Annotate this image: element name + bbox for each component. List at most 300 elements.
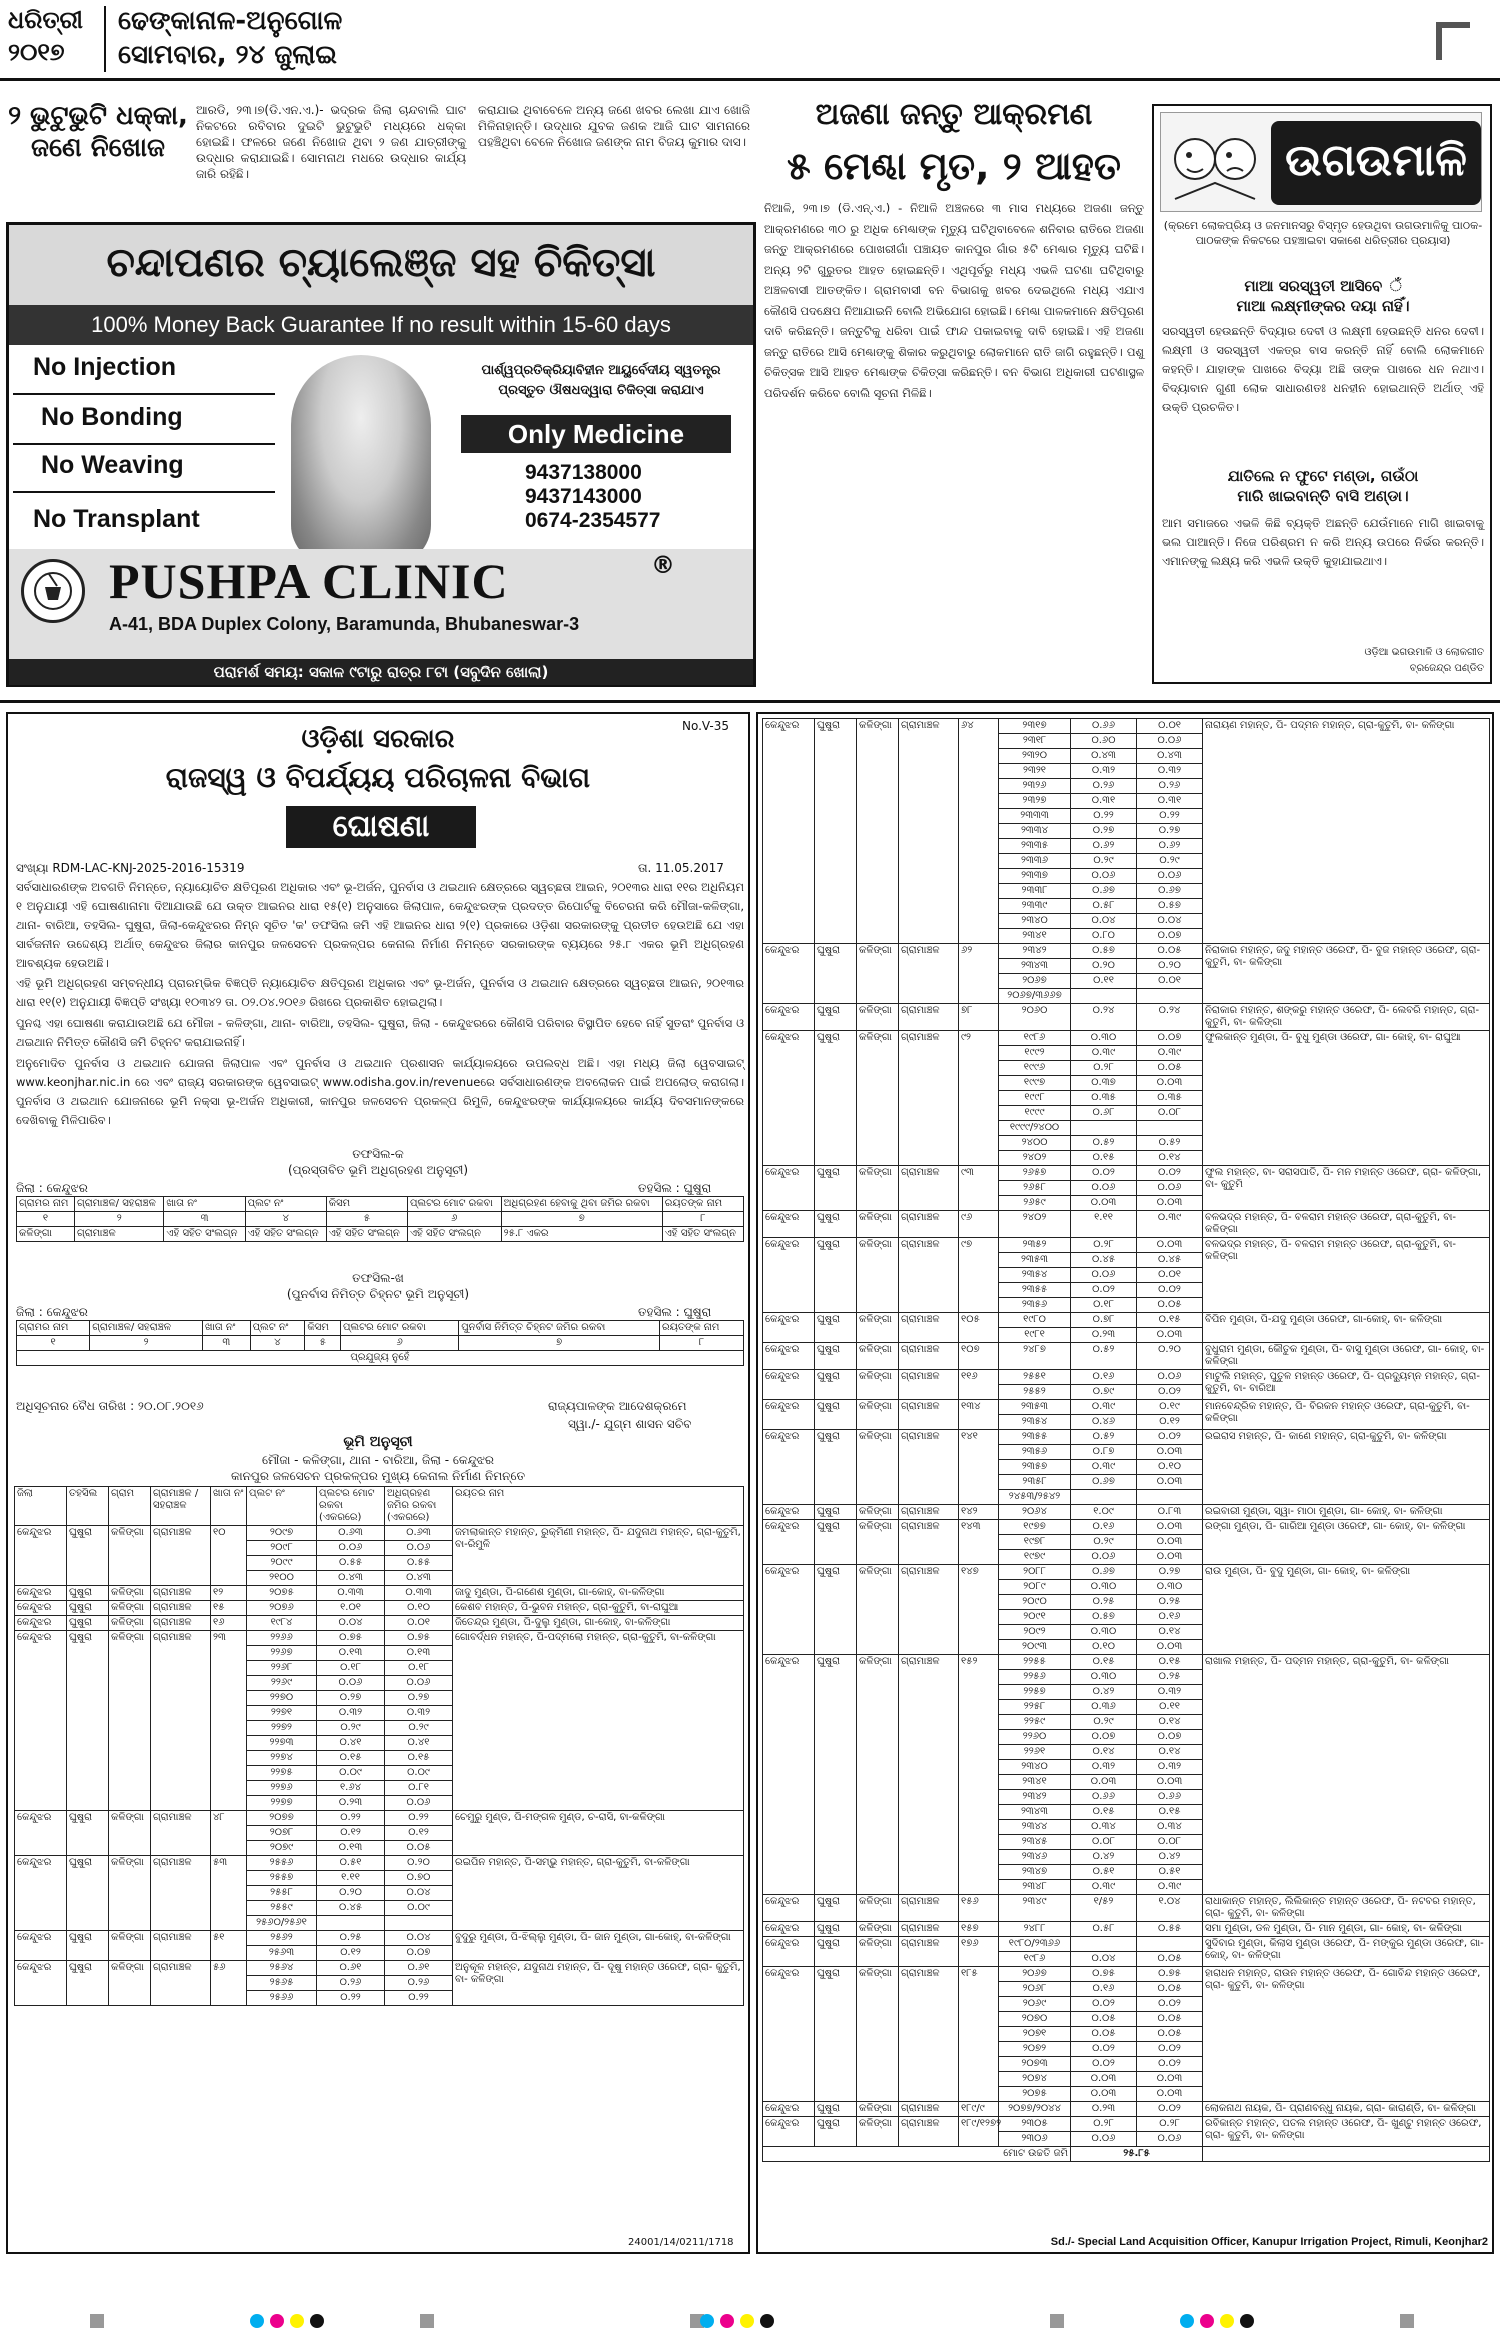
area-cell: ୦.୭୮ (1071, 1313, 1137, 1328)
area-cell: ୦.୧୯ (1137, 1400, 1203, 1415)
area-cell: ୦.୦୯ (385, 1766, 453, 1781)
sched-b-num: ୬ (340, 1336, 458, 1351)
sched-a-cell: କଳିଙ୍ଗା (17, 1227, 75, 1242)
fixed-cell: ଘୁଷୁରା (815, 719, 857, 944)
table-row (763, 1004, 1490, 1031)
area-cell: ୦.୧୨ (1137, 1415, 1203, 1430)
owner-cell: ରବିକାନ୍ତ ମହାନ୍ତ, ପତଲ ମହାନ୍ତ ଓରେଫ, ପି- ଖୁଣ୍ଟୁ ମହାନ୍ତ ଓରେଫ, ଗ୍ରା- କୁତୁମି, ବା- କଳିଙ୍ଗା (1203, 2117, 1490, 2147)
area-cell: ୦.୪୧ (385, 1736, 453, 1751)
area-cell: ୦.୬୩ (385, 1526, 453, 1541)
area-cell: ୦.୦୩ (1071, 1775, 1137, 1790)
fixed-cell: କେନ୍ଦୁଝର (763, 1430, 815, 1505)
fixed-cell: ଗ୍ରାମାଞ୍ଚଳ (899, 1031, 959, 1166)
sched-b-num: ୫ (305, 1336, 341, 1351)
area-cell: ୦.୧୩ (385, 1646, 453, 1661)
fixed-cell: କଳିଙ୍ଗା (857, 944, 899, 1004)
khata-cell: ୧୫୨ (959, 1655, 999, 1895)
area-cell: ୧.୦୧ (317, 1601, 385, 1616)
plot-cell: ୨୫୬୫ (247, 1976, 317, 1991)
tahasil-label-b: ତହସିଲ : ଘୁଷୁରା (638, 1305, 712, 1319)
area-cell: ୦.୦୮ (1137, 1106, 1203, 1121)
cartoon-para2: ଆମ ସମାଜରେ ଏଭଳି କିଛି ବ୍ୟକ୍ତି ଅଛନ୍ତି ଯେଉଁମାନେ ମାଗି ଖାଇବାକୁ ଭଲ ପାଆନ୍ତି। ନିଜେ ପରିଶ୍ରମ ନ କରି ଅନ୍ୟ ଉପରେ ନିର୍ଭର କରନ୍ତି। ଏମାନଙ୍କୁ ଲକ୍ଷ୍ୟ କରି ଏଭଳି ଉକ୍ତି କୁହାଯାଇଥାଏ। (1162, 516, 1484, 568)
area-cell: ୦.୧୫ (385, 1751, 453, 1766)
area-cell: ୦.୪୨ (1071, 1685, 1137, 1700)
plot-cell: ୧୯୮୪ (247, 1616, 317, 1631)
fixed-cell: କଳିଙ୍ଗା (109, 1856, 151, 1931)
sched-a-cell: ଗ୍ରାମାଞ୍ଚଳ (75, 1227, 164, 1242)
plot-cell: ୨୫୫୯ (247, 1901, 317, 1916)
land-header: ପ୍ଲଟ ନଂ (247, 1487, 317, 1526)
area-cell: ୦.୨୦ (1137, 959, 1203, 974)
area-cell: ୦.୦୨ (1137, 1385, 1203, 1400)
fixed-cell: କେନ୍ଦୁଝର (15, 1616, 67, 1631)
sched-b-sub: (ପୁନର୍ବାସ ନିମିତ୍ତ ଚିହ୍ନଟ ଭୂମି ଅନୁସୂଚୀ) (286, 1287, 470, 1301)
sched-a-header: ଖାତା ନଂ (164, 1197, 245, 1212)
owner-cell: ଅନୁକୂଳ ମହାନ୍ତ, ଯଦୁନାଥ ମହାନ୍ତ, ପି- ଦୂଷୁ ମହାନ୍ତ ଓରେଫ, ଗ୍ରା- କୁତୁମି, ବା- କଳିଙ୍ଗା (453, 1961, 744, 2006)
plot-cell: ୨୩୨୦ (999, 749, 1071, 764)
area-cell: ୦.୦୨ (1137, 1166, 1203, 1181)
fixed-cell: ଘୁଷୁରା (815, 1370, 857, 1400)
area-cell: ୦.୬୧ (385, 1961, 453, 1976)
fixed-cell: କେନ୍ଦୁଝର (15, 1601, 67, 1616)
area-cell: ୦.୩୦ (1137, 1580, 1203, 1595)
area-cell: ୦.୦୭ (1137, 929, 1203, 944)
owner-cell: ରଇପିନ ମହାନ୍ତ, ପି-ସମ୍ଭୁ ମହାନ୍ତ, ଗ୍ରା-କୁତୁମି, ବା-କଳିଙ୍ଗା (453, 1856, 744, 1931)
sched-a-cell: ଏହି ସହିତ ସଂଲଗ୍ନ (245, 1227, 326, 1242)
sched-b-header: ପୁନର୍ବାସ ନିମିତ୍ତ ଚିହ୍ନଟ ଜମିର ରକବା (459, 1321, 660, 1336)
sched-a-num: ୧ (17, 1212, 75, 1227)
area-cell: ୦.୨୩ (1071, 1328, 1137, 1343)
fixed-cell: କଳିଙ୍ଗା (857, 1967, 899, 2102)
table-row (763, 1343, 1490, 1370)
ad-side-text: ପାର୍ଶ୍ୱପ୍ରତିକ୍ରିୟାବିହୀନ ଆୟୁର୍ବେଦୀୟ ସ୍ୱତନ୍ତ୍ର ପ୍ରସ୍ତୁତ ଔଷଧଦ୍ୱାରା ଚିକିତ୍ସା କରାଯାଏ (481, 363, 721, 398)
fixed-cell: କଳିଙ୍ଗା (857, 2102, 899, 2117)
fixed-cell: କଳିଙ୍ଗା (857, 1313, 899, 1343)
area-cell: ୦.୫୭ (1071, 944, 1137, 959)
fixed-cell: ଗ୍ରାମାଞ୍ଚଳ (151, 1631, 211, 1811)
area-cell: ୦.୧୫ (317, 1751, 385, 1766)
khata-cell: ୯୩ (959, 1166, 999, 1211)
plot-cell: ୧୯୮୧ (999, 1328, 1071, 1343)
area-cell: ୦.୦୯ (317, 1766, 385, 1781)
plot-cell: ୨୩୫୬ (999, 1445, 1071, 1460)
area-cell: ୦.୬୬ (1071, 719, 1137, 734)
area-cell: ୦.୧୬ (1071, 1982, 1137, 1997)
fixed-cell: କେନ୍ଦୁଝର (763, 1400, 815, 1430)
area-cell: ୦.୨୮ (1137, 2117, 1203, 2132)
plot-cell: ୨୦୯୭ (247, 1526, 317, 1541)
fixed-cell: ଘୁଷୁରା (815, 1565, 857, 1655)
fixed-cell: କଳିଙ୍ଗା (109, 1601, 151, 1616)
fixed-cell: କଳିଙ୍ଗା (857, 1166, 899, 1211)
fixed-cell: କଳିଙ୍ଗା (857, 1655, 899, 1895)
plot-cell: ୨୦୭୨ (999, 2042, 1071, 2057)
fixed-cell: ଘୁଷୁରା (815, 1655, 857, 1895)
sched-b-title: ତଫସିଲ-ଖ (352, 1271, 404, 1285)
owner-cell: ରାଉ ମୁଣ୍ଡା, ପି- ବୁଦୁ ମୁଣ୍ଡା, ଗା- କୋହ୍, ବା- କଳିଙ୍ଗା (1203, 1565, 1490, 1655)
news-mid-headline: ୫ ମେଣ୍ଢା ମୃତ, ୨ ଆହତ (787, 144, 1121, 188)
area-cell: ୦.୩୨ (1071, 764, 1137, 779)
plot-cell: ୨୪୫୩/୨୫୪୨ (999, 1490, 1071, 1505)
fixed-cell: ଘୁଷୁରା (815, 1400, 857, 1430)
area-cell: ୦.୦୨ (1137, 1430, 1203, 1445)
area-cell: ୦.୧୩ (317, 1841, 385, 1856)
area-cell: ୦.୧୪ (1137, 1715, 1203, 1730)
area-cell (1137, 1121, 1203, 1136)
plot-cell: ୨୩୪୮ (999, 1880, 1071, 1895)
notice-para1: ସର୍ବସାଧାରଣଙ୍କ ଅବଗତି ନିମନ୍ତେ, ନ୍ୟାୟୋଚିତ କ୍ଷତିପୂରଣ ଅଧିକାର ଏବଂ ଭୂ-ଅର୍ଜନ, ପୁନର୍ବାସ ଓ ଥଇଥାନ କ୍ଷେତ୍ରରେ ସ୍ୱଚ୍ଛତା ଆଇନ, ୨୦୧୩ର ଧାରା ୧୧ର ଅଧିନିୟମ ୧ ଅନୁଯାୟୀ ଏହି ଘୋଷଣାନାମା ଦିଆଯାଉଛି ଯେ ଉକ୍ତ ଆଇନର ଧାରା ୧୫(୧) ଅନୁସାରେ ଜିଲାପାଳ, କେନ୍ଦୁଝରଙ୍କ ପ୍ରଦତ୍ତ ରିପୋର୍ଟକୁ ବିଚେରନା କରି ମୌଜା-କଳିଙ୍ଗା, ଥାନା- ବାରିଆ, ତହସିଲ- ଘୁଷୁରା, ଜିଲା-କେନ୍ଦୁଝରର ନିମ୍ନ ସୂଚିତ 'କ' ତଫସିଲ ଜମି ଏହି ଆଇନର ଧାରା ୨(୧) ପ୍ରକାରେ ଓଡ଼ିଶା ସରକାରଙ୍କୁ ପ୍ରତୀତ ହେଉଅଛି ଯେ ଏହା ସାର୍ବଜନୀନ ଉଦ୍ଦେଶ୍ୟ ଅର୍ଥାତ୍ କେନ୍ଦୁଝର ଜିଲାର କାନପୁର ଜଳସେଚନ ପ୍ରକଳ୍ପର କେନାଲ ନିର୍ମାଣ ନିମନ୍ତେ ସରକାରଙ୍କ ବ୍ୟୟରେ ୨୫.୮ ଏକର ଭୂମି ଅଧିଗ୍ରହଣ ଆବଶ୍ୟକ ହେଉଅଛି। (16, 880, 744, 970)
plot-cell: ୨୬୫୮ (999, 1181, 1071, 1196)
area-cell: ୦.୦୩ (1137, 1445, 1203, 1460)
area-cell: ୦.୩୦ (1071, 1031, 1137, 1046)
sched-b-na: ପ୍ରଯୁଜ୍ୟ ନୁହେଁ (17, 1351, 744, 1366)
area-cell: ୦.୦୬ (385, 1541, 453, 1556)
ad-only-medicine: Only Medicine (507, 419, 685, 449)
owner-cell: ରଇବାରୀ ମୁଣ୍ଡା, ସ୍ୱା- ମାଠା ମୁଣ୍ଡା, ଗା- କୋହ୍, ବା- କଳିଙ୍ଗା (1203, 1505, 1490, 1520)
plot-cell: ୨୦୯୩ (999, 1640, 1071, 1655)
owner-cell: ଜାଦୁ ମୁଣ୍ଡା, ପି-ଗଣେଶ ମୁଣ୍ଡା, ଗା-କୋହ୍, ବା-କଳିଙ୍ଗା (453, 1586, 744, 1601)
khata-cell: ୧୫୭ (959, 1922, 999, 1937)
area-cell: ୦.୪୧ (317, 1736, 385, 1751)
cartoon-para1: ସରସ୍ୱତୀ ହେଉଛନ୍ତି ବିଦ୍ୟାର ଦେବୀ ଓ ଲକ୍ଷ୍ମୀ ହେଉଛନ୍ତି ଧନର ଦେବୀ। ଲକ୍ଷ୍ମୀ ଓ ସରସ୍ୱତୀ ଏକତ୍ର ବାସ କରନ୍ତି ନାହିଁ ବୋଲି ଲୋକମାନେ କହନ୍ତି। ଯାହାଙ୍କ ପାଖରେ ବିଦ୍ୟା ଅଛି ତାଙ୍କ ପାଖରେ ଧନ ନଥାଏ। ବିଦ୍ୟାବାନ ଗୁଣୀ ଲୋକ ସାଧାରଣତଃ ଧନହୀନ ହୋଇଥାନ୍ତି ଅର୍ଥାତ୍ ଏହି ଉକ୍ତି ପ୍ରଚଳିତ। (1162, 324, 1484, 414)
area-cell: ୦.୭୫ (385, 1631, 453, 1646)
owner-cell: ଜମଲାକାନ୍ତ ମହାନ୍ତ, ରୁକ୍ମିଣୀ ମହାନ୍ତ, ପି- ଯଦୁନାଥ ମହାନ୍ତ, ଗ୍ରା-କୁତୁମି, ବା-ରିମୁଳି (453, 1526, 744, 1586)
ad-phone-3[interactable]: 0674-2354577 (525, 509, 661, 532)
land-header: ଖାତା ନଂ (211, 1487, 247, 1526)
area-cell: ୦.୦୩ (1137, 2087, 1203, 2102)
fixed-cell: କେନ୍ଦୁଝର (763, 2117, 815, 2147)
area-cell: ୦.୧୫ (1071, 1655, 1137, 1670)
ad-item-1: No Injection (33, 353, 177, 381)
plot-cell: ୨୩୨୧ (999, 764, 1071, 779)
area-cell: ୦.୩୦ (1071, 1625, 1137, 1640)
fixed-cell: କଳିଙ୍ଗା (857, 1343, 899, 1370)
area-cell: ୦.୨୨ (1071, 809, 1137, 824)
sched-a-num: ୮ (662, 1212, 743, 1227)
plot-cell: ୨୩୩୮ (999, 884, 1071, 899)
fixed-cell: ଗ୍ରାମାଞ୍ଚଳ (899, 1343, 959, 1370)
fixed-cell: ଘୁଷୁରା (815, 1031, 857, 1166)
table-row (763, 1505, 1490, 1520)
owner-cell: ହାରାଧନ ମହାନ୍ତ, ରାଉନ ମହାନ୍ତ ଓରେଫ, ପି- ଗୋବିନ୍ଦ ମହାନ୍ତ ଓରେଫ, ଗ୍ରା- କୁତୁମି, ବା- କଳିଙ୍ଗା (1203, 1967, 1490, 2102)
khata-cell: ୧୨ (211, 1586, 247, 1601)
fixed-cell: ଘୁଷୁରା (815, 1211, 857, 1238)
fixed-cell: କେନ୍ଦୁଝର (763, 2102, 815, 2117)
notice-code: 24001/14/0211/1718 (628, 2237, 734, 2248)
area-cell: ୦.୦୬ (385, 1796, 453, 1811)
sched-a-header: ପ୍ଲଟର ମୋଟ ରକବା (407, 1197, 501, 1212)
khata-cell: ୧୦ (211, 1526, 247, 1586)
area-cell: ୦.୨୪ (1137, 1004, 1203, 1031)
sched-b-num: ୨ (90, 1336, 203, 1351)
area-cell: ୦.୫୫ (385, 1556, 453, 1571)
table-row (15, 1811, 744, 1826)
area-cell: ୦.୮୧ (385, 1781, 453, 1796)
total-label: ମୋଟ ଉଚ୍ଚତି ଜମି (763, 2147, 1071, 2162)
area-cell: ୦.୦୩ (1137, 1535, 1203, 1550)
area-cell: ୦.୦୭ (1137, 1730, 1203, 1745)
plot-cell: ୨୨୫୭ (999, 1685, 1071, 1700)
area-cell: ୦.୦୩ (1071, 2087, 1137, 2102)
area-cell: ୦.୦୪ (1071, 914, 1137, 929)
ad-guarantee: 100% Money Back Guarantee If no result within 15-60 days (91, 312, 671, 337)
area-cell: ୦.୩୫ (1137, 1091, 1203, 1106)
plot-cell: ୨୨୬୧ (999, 1745, 1071, 1760)
khata-cell: ୫୧ (211, 1931, 247, 1961)
sched-b-header: ପ୍ଲଟର ମୋଟ ରକବା (340, 1321, 458, 1336)
area-cell: ୦.୫୭ (1071, 1610, 1137, 1625)
area-cell (1071, 989, 1137, 1004)
ad-item-4: No Transplant (33, 505, 200, 533)
notice-dept: ରାଜସ୍ୱ ଓ ବିପର୍ଯ୍ୟୟ ପରିଚାଳନା ବିଭାଗ (165, 761, 591, 794)
area-cell: ୦.୦୩ (1071, 1196, 1137, 1211)
area-cell: ୦.୧୮ (385, 1661, 453, 1676)
area-cell: ୦.୬୨ (1071, 839, 1137, 854)
fixed-cell: ଘୁଷୁରା (67, 1811, 109, 1856)
plot-cell: ୨୩୫୫ (999, 1430, 1071, 1445)
fixed-cell: କେନ୍ଦୁଝର (15, 1631, 67, 1811)
fixed-cell: କେନ୍ଦୁଝର (763, 1238, 815, 1313)
sched-b-header: ପ୍ଲଟ ନଂ (250, 1321, 305, 1336)
area-cell: ୦.୨୫ (1071, 1595, 1137, 1610)
fixed-cell: ଗ୍ରାମାଞ୍ଚଳ (899, 1211, 959, 1238)
area-cell: ୦.୩୨ (1137, 1760, 1203, 1775)
sched-b-header: ରୟତଙ୍କ ନାମ (660, 1321, 744, 1336)
area-cell: ୦.୩୧ (1071, 794, 1137, 809)
area-cell: ୦.୭୫ (317, 1631, 385, 1646)
table-row (15, 1601, 744, 1616)
fixed-cell: କଳିଙ୍ଗା (857, 1520, 899, 1565)
plot-cell: ୧୯୭୮ (999, 1535, 1071, 1550)
table-row (15, 1616, 744, 1631)
plot-cell: ୨୫୫୮ (247, 1886, 317, 1901)
area-cell: ୦.୦୬ (1137, 1370, 1203, 1385)
area-cell: ୦.୨୨ (1137, 809, 1203, 824)
ad-phone-2[interactable]: 9437143000 (525, 485, 642, 508)
land-sub2: କାନପୁର ଜଳସେଚନ ପ୍ରକଳ୍ପର ମୁଖ୍ୟ କେନାଲ ନିର୍ମାଣ ନିମନ୍ତେ (230, 1469, 526, 1483)
table-row (763, 2117, 1490, 2132)
area-cell: ୦.୨୩ (1071, 2102, 1137, 2117)
plot-cell: ୨୩୦୬ (999, 2132, 1071, 2147)
area-cell: ୦.୩୦ (1071, 1670, 1137, 1685)
fixed-cell: କେନ୍ଦୁଝର (763, 1313, 815, 1343)
owner-cell: ବୁଧୁରାମ ମୁଣ୍ଡା, କୌତୁକ ମୁଣ୍ଡା, ପି- ବାସୁ ମୁଣ୍ଡା ଓରେଫ, ଗା- କୋହ୍, ବା- କଳିଙ୍ଗା (1203, 1343, 1490, 1370)
fixed-cell: କେନ୍ଦୁଝର (763, 1343, 815, 1370)
owner-cell: ନିରାକାର ମହାନ୍ତ, ଶଙ୍କରୁ ମହାନ୍ତ ଓରେଫ, ପି- ଲେବରି ମହାନ୍ତ, ଗ୍ରା- କୁତୁମି, ବା- କଳିଙ୍ଗା (1203, 1004, 1490, 1031)
khata-cell: ୧୩୪ (959, 1400, 999, 1430)
cartoon-line4: ମାରି ଖାଇବାନ୍ତି ବାସି ଅଣ୍ଡା। (1237, 487, 1409, 505)
owner-cell: ବଳଭଦ୍ର ମହାନ୍ତ, ପି- ବଳରାମ ମହାନ୍ତ ଓରେଫ, ଗ୍ରା-କୁତୁମି, ବା-କଳିଙ୍ଗା (1203, 1238, 1490, 1313)
plot-cell: ୨୫୫୭ (247, 1871, 317, 1886)
news-left-body2: କରାଯାଇ ଥିବାବେଳେ ଅନ୍ୟ ଜଣେ ଖବର ଲେଖା ଯାଏ ଖୋଜି ମିଳିନାହାନ୍ତି। ଉଦ୍ଧାର ଯୁବକ ଜଣକ ଆଜି ଘାଟ ସାମନାରେ ପହଞ୍ଚିଥିବା ବେଳେ ନିଖୋଜ ଜଣଙ୍କ ନାମ ବିଜୟ କୁମାର ଦାସ। (478, 103, 750, 149)
area-cell: ୦.୨୫ (1137, 1595, 1203, 1610)
clinic-advertisement[interactable] (6, 222, 756, 687)
area-cell: ୦.୪୫ (1071, 1253, 1137, 1268)
plot-cell: ୨୩୫୩ (999, 1400, 1071, 1415)
area-cell: ୦.୦୨ (1137, 2042, 1203, 2057)
area-cell: ୦.୩୭ (1071, 1076, 1137, 1091)
area-cell: ୦.୦୬ (385, 1676, 453, 1691)
plot-cell: ୨୩୪୭ (999, 1865, 1071, 1880)
sched-b-num: ୭ (459, 1336, 660, 1351)
fixed-cell: ଘୁଷୁରା (67, 1586, 109, 1601)
plot-cell: ୨୦୭୮ (247, 1826, 317, 1841)
area-cell: ୦.୩୯ (1071, 1046, 1137, 1061)
land-header: ଗ୍ରାମାଞ୍ଚଳ / ସହରାଞ୍ଚଳ (151, 1487, 211, 1526)
area-cell: ୦.୨୩ (317, 1796, 385, 1811)
plot-cell: ୨୩୩୭ (999, 869, 1071, 884)
area-cell: ୦.୭୫ (1137, 1967, 1203, 1982)
area-cell: ୦.୪୩ (1137, 749, 1203, 764)
fixed-cell: କେନ୍ଦୁଝର (763, 1031, 815, 1166)
fixed-cell: ଘୁଷୁରା (815, 1166, 857, 1211)
area-cell: ୦.୫୧ (317, 1856, 385, 1871)
fixed-cell: କେନ୍ଦୁଝର (763, 1166, 815, 1211)
area-cell: ୦.୦୬ (1137, 2132, 1203, 2147)
clinic-name: PUSHPA CLINIC (109, 553, 509, 609)
area-cell: ୦.୫୨ (1071, 1343, 1137, 1370)
clinic-timing: ପରାମର୍ଶ ସମୟ: ସକାଳ ୯ଟାରୁ ରାତ୍ର ୮ଟା (ସବୁଦିନ ଖୋଲା) (213, 663, 549, 681)
plot-cell: ୨୨୫୫ (999, 1655, 1071, 1670)
area-cell: ୦.୦୩ (1137, 1475, 1203, 1490)
owner-cell: ରଇରାସ ମହାନ୍ତ, ପି- କାଣେ ମହାନ୍ତ, ଗ୍ରା-କୁତୁମି, ବା- କଳିଙ୍ଗା (1203, 1430, 1490, 1505)
area-cell: ୦.୦୭ (385, 1946, 453, 1961)
fixed-cell: କେନ୍ଦୁଝର (763, 719, 815, 944)
area-cell: ୦.୦୬ (1137, 1181, 1203, 1196)
khata-cell: ୯୨ (959, 1031, 999, 1166)
area-cell: ୦.୧୬ (1071, 1520, 1137, 1535)
sched-a-num: ୩ (164, 1212, 245, 1227)
cartoon-line2: ମାଆ ଲକ୍ଷ୍ମୀଙ୍କର ଦୟା ନାହିଁ। (1236, 297, 1410, 315)
sched-b-num: ୮ (660, 1336, 744, 1351)
plot-cell: ୧୯୮୦/୨୩୬୬ (999, 1937, 1071, 1952)
fixed-cell: ଘୁଷୁରା (67, 1856, 109, 1931)
area-cell (1137, 1490, 1203, 1505)
fixed-cell: ଘୁଷୁରା (815, 1520, 857, 1565)
plot-cell: ୨୨୭୦ (247, 1691, 317, 1706)
area-cell: ୦.୫୨ (1071, 1136, 1137, 1151)
plot-cell: ୨୩୪୬ (999, 1850, 1071, 1865)
area-cell: ୦.୦୫ (1137, 1952, 1203, 1967)
area-cell: ୦.୪୫ (1137, 1253, 1203, 1268)
plot-cell: ୨୦୭୧ (999, 2027, 1071, 2042)
area-cell: ୦.୦୭ (1137, 1031, 1203, 1046)
sched-a-cell: ଏହି ସହିତ ସଂଲଗ୍ନ (326, 1227, 407, 1242)
area-cell: ୦.୧୦ (385, 1601, 453, 1616)
area-cell: ୦.୧୪ (1137, 1151, 1203, 1166)
owner-cell: ବୁଦୁରୁ ମୁଣ୍ଡା, ପି-ଝିଲ୍ଲୁ ମୁଣ୍ଡା, ପି- ଜାନ ମୁଣ୍ଡା, ଗା-କୋହ୍, ବା-କଳିଙ୍ଗା (453, 1931, 744, 1961)
area-cell: ୦.୨୬ (385, 1976, 453, 1991)
sched-b-num: ୪ (250, 1336, 305, 1351)
fixed-cell: କେନ୍ଦୁଝର (763, 1937, 815, 1967)
plot-cell: ୨୦୬୯ (999, 1997, 1071, 2012)
khata-cell: ୬୨ (959, 944, 999, 1004)
khata-cell: ୧୦୫ (959, 1313, 999, 1343)
area-cell: ୧.୦୪ (1137, 1895, 1203, 1922)
fixed-cell: କଳିଙ୍ଗା (857, 1922, 899, 1937)
fixed-cell: ଗ୍ରାମାଞ୍ଚଳ (899, 1505, 959, 1520)
fixed-cell: କଳିଙ୍ଗା (857, 2117, 899, 2147)
fixed-cell: ଗ୍ରାମାଞ୍ଚଳ (151, 1616, 211, 1631)
fixed-cell: ଗ୍ରାମାଞ୍ଚଳ (899, 1967, 959, 2102)
table-row (763, 1400, 1490, 1415)
plot-cell: ୧୯୮୬ (999, 1031, 1071, 1046)
area-cell: ୦.୩୯ (1137, 1880, 1203, 1895)
fixed-cell: ଘୁଷୁରା (815, 1238, 857, 1313)
khata-cell: ୨୩ (211, 1631, 247, 1811)
fixed-cell: ଗ୍ରାମାଞ୍ଚଳ (151, 1811, 211, 1856)
area-cell: ୦.୦୨ (1071, 2042, 1137, 2057)
fixed-cell: ଗ୍ରାମାଞ୍ଚଳ (151, 1961, 211, 2006)
area-cell: ୦.୩୨ (317, 1706, 385, 1721)
sched-a-cell: ଏହି ସହିତ ସଂଲଗ୍ନ (164, 1227, 245, 1242)
fixed-cell: ଗ୍ରାମାଞ୍ଚଳ (899, 1565, 959, 1655)
schedule-b-table (16, 1320, 744, 1366)
area-cell: ୦.୦୫ (1137, 1982, 1203, 1997)
fixed-cell: ଘୁଷୁରା (815, 1937, 857, 1967)
notice-para4: ଅନୁମୋଦିତ ପୁନର୍ବାସ ଓ ଥଇଥାନ ଯୋଜନା ଜିଲାପାଳ ଏବଂ ପୁନର୍ବାସ ଓ ଥଇଥାନ ପ୍ରଶାସନ କାର୍ଯ୍ୟାଳୟରେ ଉପଲବ୍ଧ ଅଛି। ଏହା ମଧ୍ୟ ଜିଲା ୱେବସାଇଟ୍ www.keonjhar.nic.in ରେ ଏବଂ ରାଜ୍ୟ ସରକାରଙ୍କ ୱେବସାଇଟ୍ www.odisha.gov.in/revenueରେ ସର୍ବସାଧାରଣଙ୍କ ଅବଲୋକନ ପାଇଁ ଅପଲୋଡ୍ କରାଗଲା। ପୁନର୍ବାସ ଓ ଥଇଥାନ ଯୋଜନାରେ ଭୂମି ନକ୍ସା ଭୂ-ଅର୍ଜନ ଅଧିକାରୀ, କାନପୁର ଜଳସେଚନ ପ୍ରକଳ୍ପ ରିମୁଳି, କେନ୍ଦୁଝରଙ୍କ କାର୍ଯ୍ୟାଳୟରେ କାର୍ଯ୍ୟ ଦିବସମାନଙ୍କରେ ଦେଖିବାକୁ ମିଳିପାରିବ। (16, 1056, 744, 1127)
area-cell: ୦.୫୮ (1071, 1922, 1137, 1937)
notice-ref: ସଂଖ୍ୟା RDM-LAC-KNJ-2025-2016-15319 (16, 861, 245, 875)
plot-cell: ୨୦୬୭ (999, 974, 1071, 989)
owner-cell: ଜିତେନ୍ଦ୍ର ମୁଣ୍ଡା, ପି-ଦୁଲୁ ମୁଣ୍ଡା, ଗା-କୋହ୍, ବା-କଳିଙ୍ଗା (453, 1616, 744, 1631)
area-cell: ୦.୧୪ (1137, 1745, 1203, 1760)
ad-phone-1[interactable]: 9437138000 (525, 461, 642, 484)
plot-cell: ୨୫୫୬ (247, 1856, 317, 1871)
khata-cell: ୧୬ (211, 1616, 247, 1631)
area-cell: ୦.୭୫ (1071, 1967, 1137, 1982)
area-cell: ୦.୭୯ (1071, 1385, 1137, 1400)
land-header: ଗ୍ରାମ (109, 1487, 151, 1526)
fixed-cell: ଘୁଷୁରା (67, 1961, 109, 2006)
fixed-cell: ଘୁଷୁରା (67, 1616, 109, 1631)
area-cell: ୦.୦୧ (1137, 719, 1203, 734)
area-cell: ୦.୦୩ (1137, 1550, 1203, 1565)
table-row (763, 1238, 1490, 1253)
area-cell: ୦.୨୯ (1071, 1715, 1137, 1730)
plot-cell: ୨୨୭୨ (247, 1721, 317, 1736)
plot-cell: ୧୯୯୨ (999, 1046, 1071, 1061)
area-cell: ୦.୦୩ (1071, 2072, 1137, 2087)
fixed-cell: କଳିଙ୍ଗା (857, 1937, 899, 1967)
area-cell: ୦.୨୭ (1137, 1565, 1203, 1580)
area-cell: ୦.୦୫ (1071, 2012, 1137, 2027)
cartoon-credit2: ବ୍ରଜେନ୍ଦ୍ର ପଣ୍ଡିତ (1409, 663, 1484, 674)
sched-b-header: ଗ୍ରାମର ନାମ (17, 1321, 90, 1336)
table-row (15, 1526, 744, 1541)
area-cell: ୦.୪୫ (317, 1901, 385, 1916)
owner-cell: ବଳଭଦ୍ର ମହାନ୍ତ, ପି- ବଳରାମ ମହାନ୍ତ ଓରେଫ, ଗ୍ରା-କୁତୁମି, ବା-କଳିଙ୍ଗା (1203, 1211, 1490, 1238)
fixed-cell: ଘୁଷୁରା (815, 2117, 857, 2147)
owner-cell: ନିରାକାର ମହାନ୍ତ, ଜଦୁ ମହାନ୍ତ ଓରେଫ, ପି- ବୁଜ ମହାନ୍ତ ଓରେଫ, ଗ୍ରା- କୁତୁମି, ବା- କଳିଙ୍ଗା (1203, 944, 1490, 1004)
fixed-cell: କେନ୍ଦୁଝର (15, 1586, 67, 1601)
sched-a-num: ୭ (501, 1212, 662, 1227)
district-label-b: ଜିଲା : କେନ୍ଦୁଝର (16, 1305, 88, 1319)
area-cell: ୦.୬୦ (1071, 734, 1137, 749)
table-row (15, 1631, 744, 1646)
table-row (763, 1967, 1490, 1982)
area-cell: ୦.୦୩ (1137, 1775, 1203, 1790)
khata-cell: ୭୮ (959, 1004, 999, 1031)
plot-cell: ୨୪୦୨ (999, 1211, 1071, 1238)
area-cell: ୦.୩୯ (1137, 1046, 1203, 1061)
area-cell: ୦.୬୬ (1071, 1790, 1137, 1805)
cartoon-intro: (କ୍ରମେ ଲୋକପ୍ରିୟ ଓ ଜନମାନସରୁ ବିସ୍ମୃତ ହେଉଥିବା ଉଗଉମାଳିକୁ ପାଠକ-ପାଠକଙ୍କ ନିକଟରେ ପହଞ୍ଚାଇବା ସକାଶେ ଧରିତ୍ରୀର ପ୍ରୟାସ) (1163, 219, 1483, 247)
owner-cell: ଲୋକନାଥ ନାୟକ, ପି- ପ୍ରାଣବନ୍ଧୁ ନାୟକ, ଗ୍ରା- କାରାଣ୍ଡି, ବା- କଳିଙ୍ଗା (1203, 2102, 1490, 2117)
area-cell: ୦.୮୭ (1071, 1445, 1137, 1460)
fixed-cell: କେନ୍ଦୁଝର (763, 1922, 815, 1937)
area-cell: ୦.୪୨ (1071, 1850, 1137, 1865)
